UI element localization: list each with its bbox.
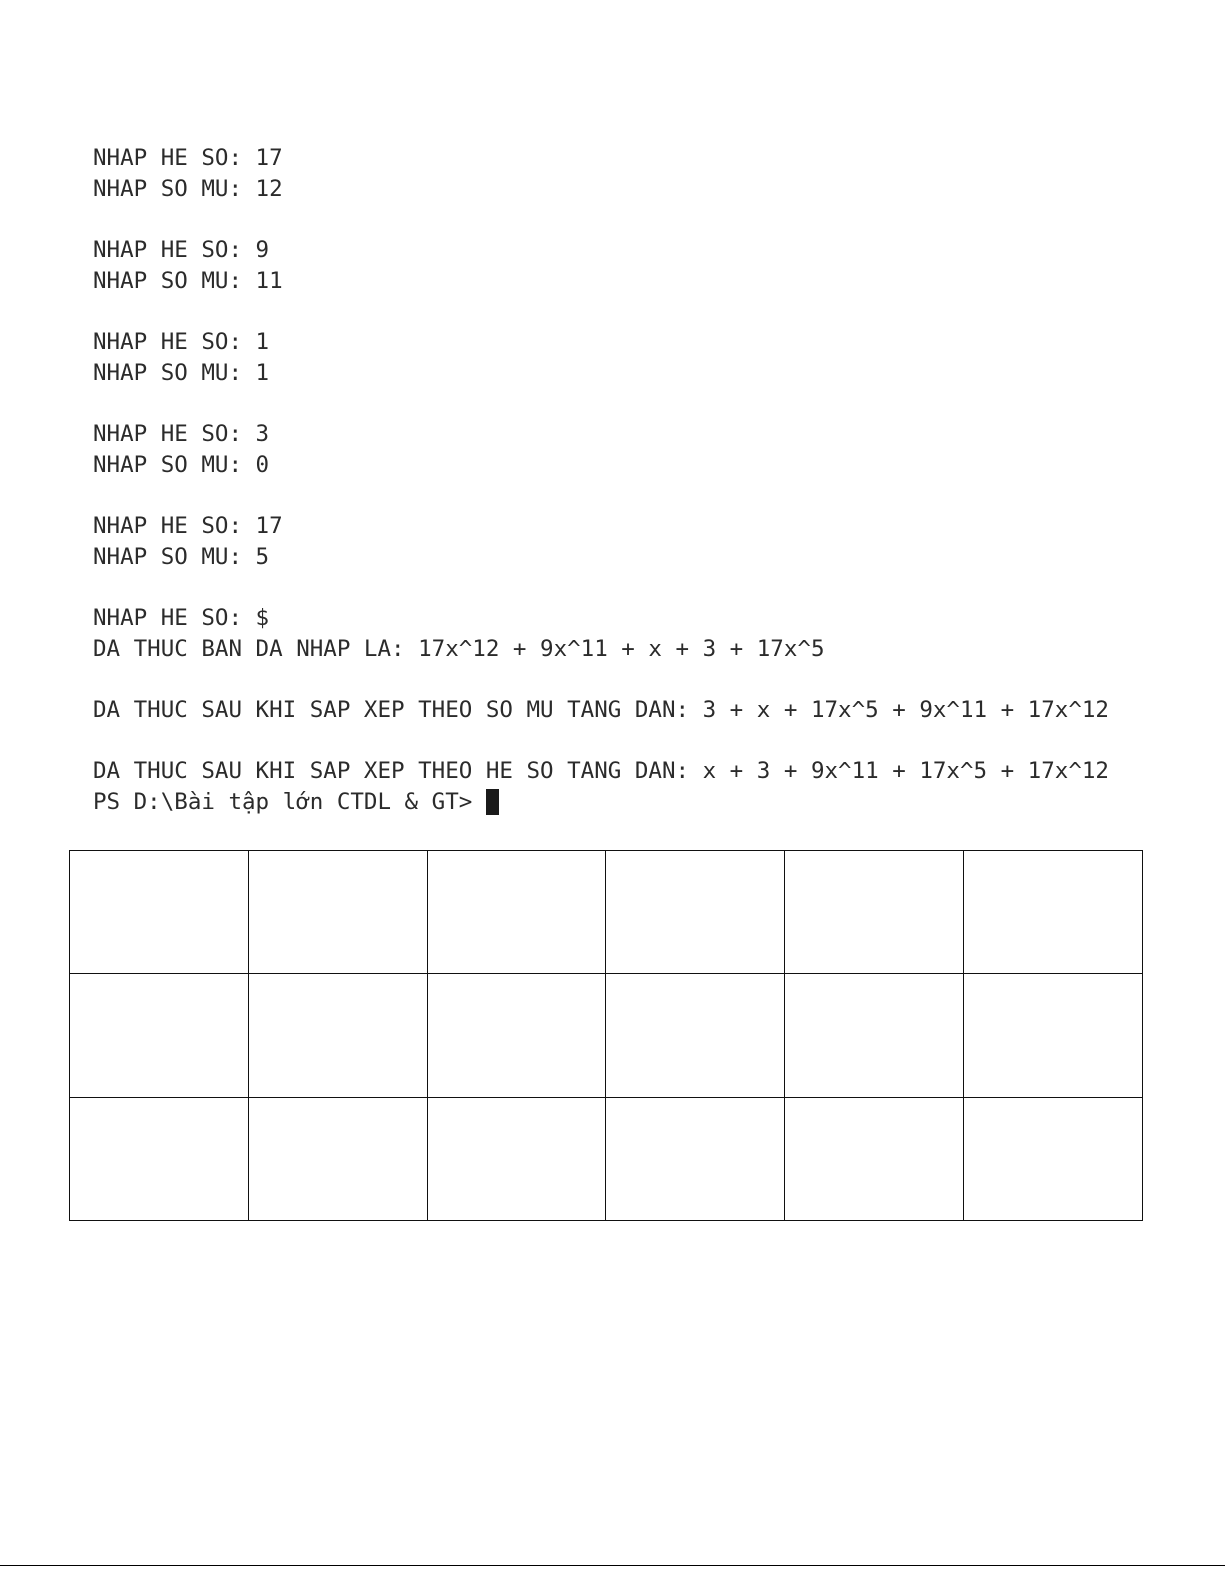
console-line: NHAP HE SO: 17 <box>93 145 283 171</box>
console-line <box>93 205 1193 235</box>
table-cell <box>427 974 606 1098</box>
table-cell <box>70 1098 249 1221</box>
console-line: NHAP HE SO: 3 <box>93 421 270 447</box>
table-cell <box>964 1098 1143 1221</box>
table-cell <box>70 974 249 1098</box>
table-cell <box>248 974 427 1098</box>
console-line <box>93 389 1193 419</box>
console-line <box>93 726 1193 756</box>
console-line <box>93 573 1193 603</box>
console-line: NHAP SO MU: 11 <box>93 268 283 294</box>
table-cell <box>606 974 785 1098</box>
table-cell <box>964 974 1143 1098</box>
console-line <box>93 665 1193 695</box>
table-cell <box>785 1098 964 1221</box>
console-line: DA THUC SAU KHI SAP XEP THEO SO MU TANG DAN: 3 + x + 17x^5 + 9x^11 + 17x^12 <box>93 697 1109 723</box>
empty-grid-table <box>69 850 1143 1221</box>
console-line <box>93 481 1193 511</box>
console-output <box>93 143 1193 818</box>
shell-prompt-line[interactable] <box>93 787 1193 818</box>
shell-prompt: PS D:\Bài tập lớn CTDL & GT> <box>93 789 473 815</box>
console-line: DA THUC SAU KHI SAP XEP THEO HE SO TANG DAN: x + 3 + 9x^11 + 17x^5 + 17x^12 <box>93 758 1109 784</box>
table-cell <box>606 851 785 974</box>
console-line: NHAP SO MU: 1 <box>93 360 270 386</box>
table-cell <box>785 851 964 974</box>
text-cursor <box>486 789 499 815</box>
table-cell <box>248 851 427 974</box>
table-cell <box>70 851 249 974</box>
table-row <box>70 1098 1143 1221</box>
table-row <box>70 851 1143 974</box>
table-cell <box>964 851 1143 974</box>
page-bottom-rule <box>0 1565 1225 1566</box>
table-cell <box>606 1098 785 1221</box>
console-line: NHAP SO MU: 12 <box>93 176 283 202</box>
console-line: NHAP HE SO: 1 <box>93 329 270 355</box>
console-line: NHAP HE SO: 9 <box>93 237 270 263</box>
console-line: NHAP SO MU: 5 <box>93 544 270 570</box>
table-row <box>70 974 1143 1098</box>
table-cell <box>785 974 964 1098</box>
table-cell <box>427 1098 606 1221</box>
console-line <box>93 297 1193 327</box>
console-line: NHAP SO MU: 0 <box>93 452 270 478</box>
console-line: NHAP HE SO: $ <box>93 605 270 631</box>
table-cell <box>427 851 606 974</box>
console-line: NHAP HE SO: 17 <box>93 513 283 539</box>
table-cell <box>248 1098 427 1221</box>
console-line: DA THUC BAN DA NHAP LA: 17x^12 + 9x^11 + x + 3 + 17x^5 <box>93 636 825 662</box>
